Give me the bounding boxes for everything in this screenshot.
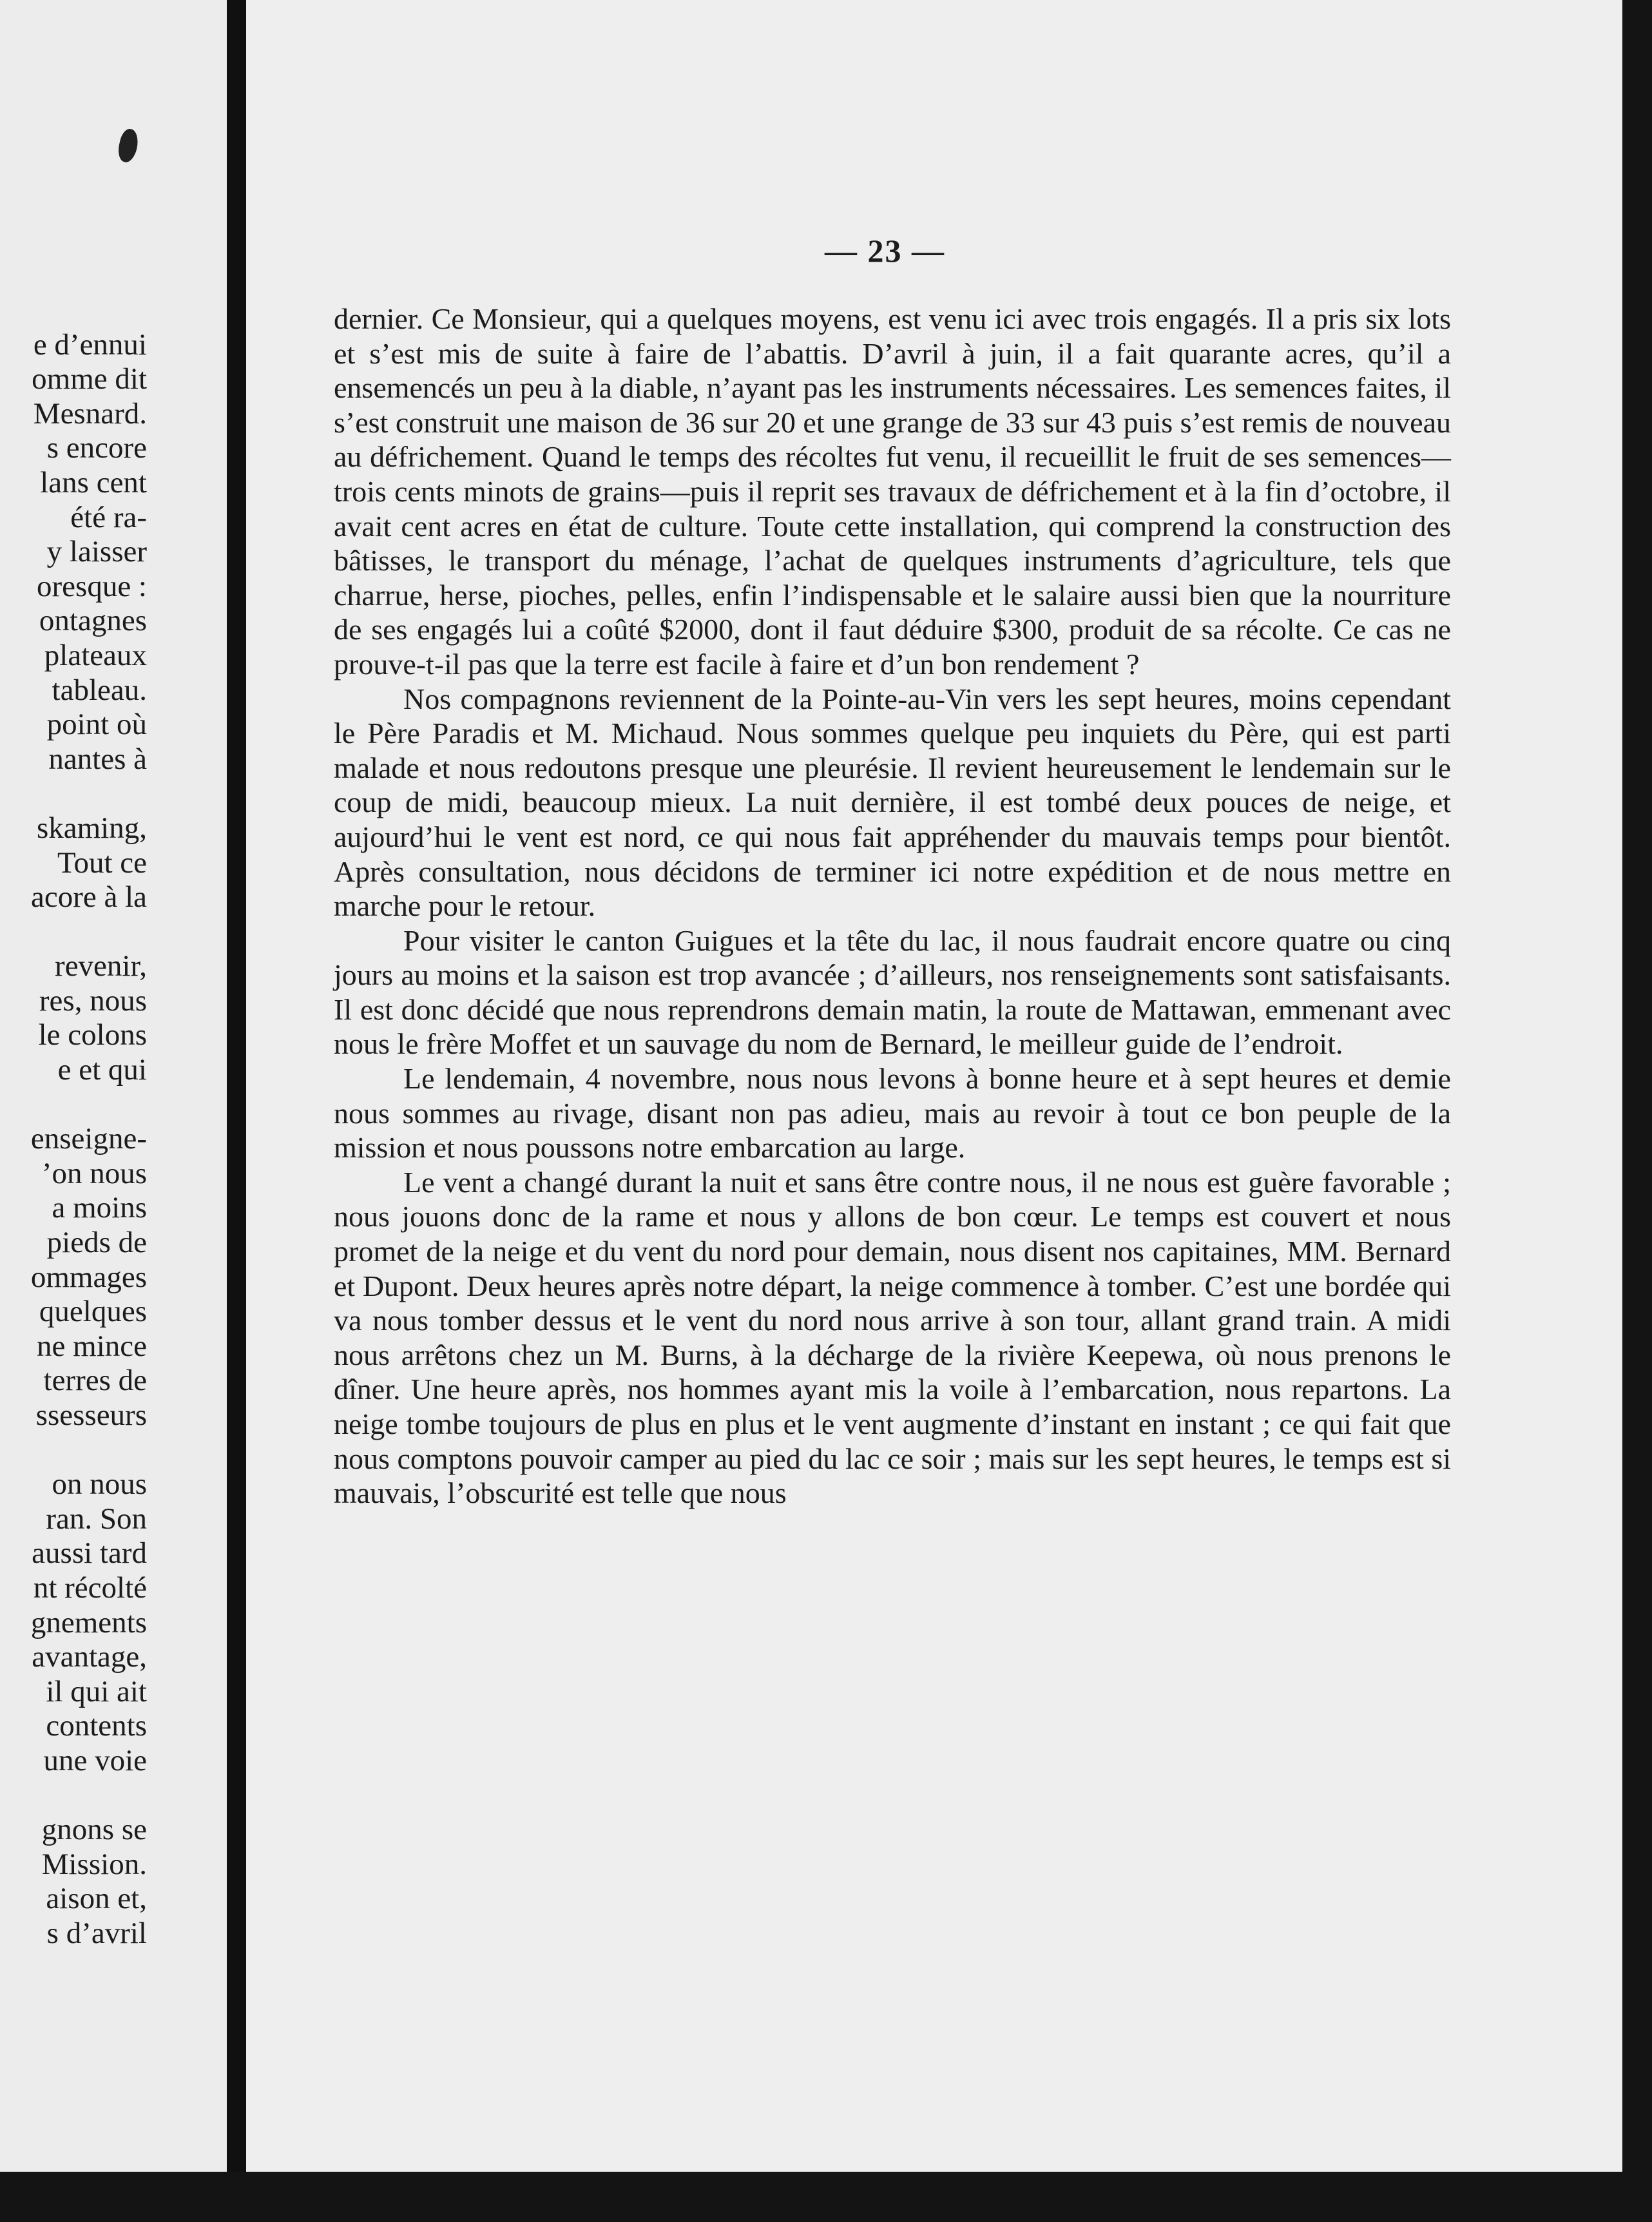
paragraph: dernier. Ce Monsieur, qui a quelques moyens, est venu ici avec trois engagés. Il a pris six lots et s’est mis de suite à faire de l’abattis. D’avril à juin, il a fait quarante acres, qu’il a ensemencés un peu à la diable, n’ayant pas les instruments nécessaires. Les semences faites, il s’est construit une maison de 36 sur 20 et une grange de 33 sur 43 puis s’est remis de nouveau au défrichement. Quand le temps des récoltes fut venu, il recueillit le fruit de ses semences—trois cents minots de grains—puis il reprit ses travaux de défrichement et à la fin d’octobre, il avait cent acres en état de culture. Toute cette installation, qui comprend la construction des bâtisses, le transport du ménage, l’achat de quelques instruments d’agriculture, tels que charrue, herse, pioches, pelles, enfin l’indispensable et le salaire aussi bien que la nourriture de ses engagés lui a coûté $2000, dont il faut déduire $300, produit de sa récolte. Ce cas ne prouve-t-il pas que la terre est facile à faire et d’un bon rendement ? — [334, 302, 1451, 681]
facing-line: ran. Son — [46, 1502, 147, 1536]
facing-line: Mesnard. — [33, 396, 147, 430]
facing-line: une voie — [43, 1743, 147, 1777]
facing-line: ’on nous — [41, 1156, 147, 1190]
facing-line: tableau. — [52, 673, 147, 707]
facing-line — [0, 777, 147, 811]
facing-line — [0, 915, 147, 950]
facing-line: res, nous — [39, 983, 147, 1018]
facing-line: ontagnes — [39, 604, 147, 638]
facing-line: a moins — [52, 1191, 147, 1225]
facing-line: Tout ce — [57, 845, 147, 880]
facing-line: ommages — [30, 1260, 147, 1294]
facing-line: Mission. — [41, 1847, 147, 1881]
facing-line: pieds de — [46, 1226, 147, 1260]
paragraph: Nos compagnons reviennent de la Pointe-au-Vin vers les sept heures, moins cependant le Père Paradis et M. Michaud. Nous sommes quelque peu inquiets du Père, qui est parti malade et nous redoutons presque une pleurésie. Il revient heureusement le lendemain sur le coup de midi, beaucoup mieux. La nuit dernière, il est tombé deux pouces de neige, et aujourd’hui le vent est nord, ce qui nous fait appréhender du mauvais temps pour bientôt. Après consultation, nous décidons de terminer ici notre expédition et de nous mettre en marche pour le retour. — [334, 682, 1451, 923]
facing-line: aussi tard — [32, 1536, 147, 1570]
book-gutter — [227, 0, 246, 2172]
facing-line: y laisser — [46, 535, 147, 569]
body-text — [334, 302, 1451, 1511]
facing-line: nt récolté — [33, 1570, 147, 1605]
facing-line: gnons se — [41, 1813, 147, 1847]
facing-line: on nous — [52, 1467, 147, 1502]
facing-line: e d’ennui — [33, 327, 147, 362]
facing-line: omme dit — [32, 362, 147, 396]
scan-border-right — [1622, 0, 1652, 2222]
facing-line: aison et, — [46, 1882, 147, 1916]
scan-border-bottom — [0, 2172, 1652, 2222]
facing-line: quelques — [39, 1295, 147, 1329]
facing-line: été ra- — [70, 500, 147, 534]
facing-line: nantes à — [48, 742, 147, 776]
facing-line — [0, 293, 147, 328]
facing-line: plateaux — [44, 638, 147, 672]
facing-line: oresque : — [37, 569, 147, 603]
facing-line: enseigne- — [30, 1122, 147, 1156]
facing-line: contents — [46, 1709, 147, 1743]
facing-line: ne mince — [37, 1329, 147, 1363]
facing-line: s d’avril — [46, 1916, 147, 1950]
paragraph: Le lendemain, 4 novembre, nous nous levons à bonne heure et à sept heures et demie nous sommes au rivage, disant non pas adieu, mais au revoir à tout ce bon peuple de la mission et nous poussons notre embarcation au large. — [334, 1062, 1451, 1164]
facing-line — [0, 1088, 147, 1123]
facing-page-text — [0, 293, 147, 1951]
facing-line: gnements — [30, 1605, 147, 1639]
facing-line: acore à la — [30, 880, 147, 914]
facing-line — [0, 1779, 147, 1813]
facing-line: lans cent — [40, 465, 147, 499]
facing-line: terres de — [43, 1364, 147, 1398]
facing-line: ssesseurs — [35, 1398, 147, 1432]
ink-blot — [116, 128, 140, 164]
facing-line: s encore — [46, 431, 147, 465]
facing-line: avantage, — [32, 1640, 147, 1674]
facing-page-fragment — [0, 0, 227, 2172]
facing-line — [0, 1433, 147, 1468]
facing-line: revenir, — [55, 949, 147, 983]
facing-line: il qui ait — [46, 1674, 147, 1708]
paragraph: Pour visiter le canton Guigues et la tête du lac, il nous faudrait encore quatre ou cinq jours au moins et la saison est trop avancée ; d’ailleurs, nos renseignements sont satisfaisants. Il est donc décidé que nous reprendrons demain matin, la route de Mattawan, emmenant avec nous le frère Moffet et un sauvage du nom de Bernard, le meilleur guide de l’endroit. — [334, 923, 1451, 1061]
facing-line: e et qui — [57, 1053, 147, 1087]
page-number: — 23 — — [825, 233, 945, 269]
paragraph: Le vent a changé durant la nuit et sans être contre nous, il ne nous est guère favorable ; nous jouons donc de la rame et nous y allons de bon cœur. Le temps est couvert et nous promet de la neige et du vent du nord pour demain, nous disent nos capitaines, MM. Bernard et Dupont. Deux heures après notre départ, la neige commence à tomber. C’est une bordée qui va nous tomber dessus et le vent du nord nous arrive à son tour, allant grand train. A midi nous arrêtons chez un M. Burns, à la décharge de la rivière Keepewa, où nous prenons le dîner. Une heure après, nos hommes ayant mis la voile à l’embarcation, nous repartons. La neige tombe toujours de plus en plus et le vent augmente d’instant en instant ; ce qui fait que nous comptons pouvoir camper au pied du lac ce soir ; mais sur les sept heures, le temps est si mauvais, l’obscurité est telle que nous — [334, 1165, 1451, 1510]
facing-line: point où — [46, 708, 147, 742]
facing-line: skaming, — [36, 811, 147, 845]
facing-line: le colons — [38, 1018, 147, 1052]
